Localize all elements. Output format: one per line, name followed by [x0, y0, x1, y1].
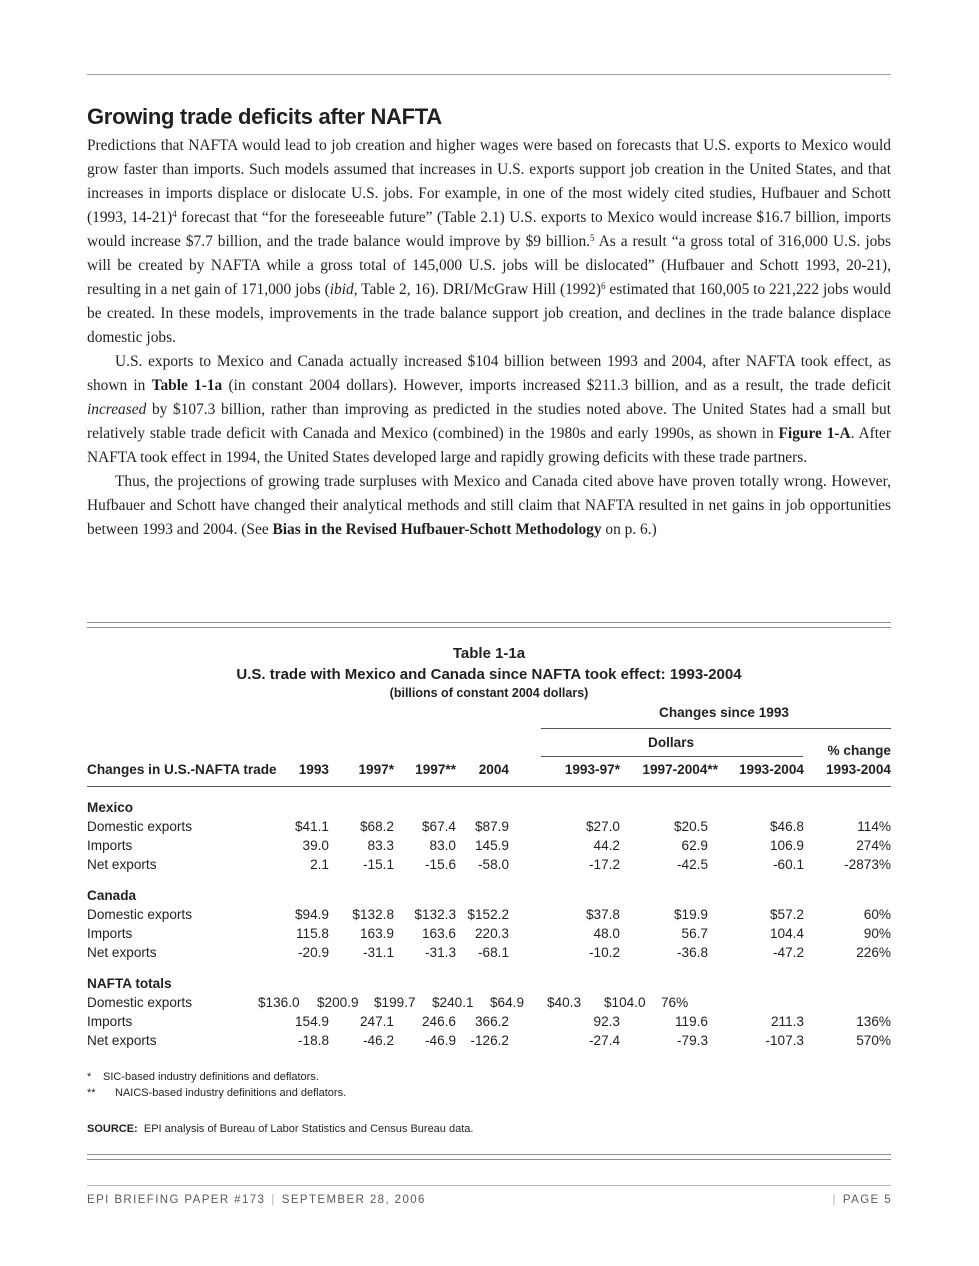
column-header-row [87, 762, 891, 781]
publication-date: SEPTEMBER 28, 2006 [281, 1194, 426, 1206]
dollars-header: Dollars [648, 735, 695, 750]
table-source: SOURCE: EPI analysis of Bureau of Labor Statistics and Census Bureau data. [87, 1123, 474, 1135]
column-header: 1997-2004** [642, 762, 718, 777]
table-row: Domestic exports $41.1 $68.2 $67.4 $87.9 $27.0 $20.5 $46.8 114% [87, 819, 891, 834]
section-heading: Canada [87, 888, 137, 903]
group-header-rule [541, 728, 891, 729]
table-row: Net exports 2.1 -15.1 -15.6 -58.0 -17.2 -42.5 -60.1 -2873% [87, 857, 891, 872]
paragraph-3: Thus, the projections of growing trade surpluses with Mexico and Canada cited above have proven totally wrong. However, Hufbauer and Schott have changed their analytical methods and still claim that NAFTA resulted in net gains in job opportunities between 1993 and 2004. (See Bias in the Revised Hufbauer-Schott Methodology on p. 6.) [87, 473, 891, 538]
paragraph-2: U.S. exports to Mexico and Canada actually increased $104 billion between 1993 and 2004, after NAFTA took effect, as shown in Table 1-1a (in constant 2004 dollars). However, imports increased $211.3 billion, and as a result, the trade deficit increased by $107.3 billion, rather than improving as predicted in the studies noted above. The United States had a small but relatively stable trade deficit with Canada and Mexico (combined) in the 1980s and early 1990s, as shown in Figure 1-A. After NAFTA took effect in 1994, the United States developed large and rapidly growing deficits with these trade partners. [87, 353, 891, 466]
footer-left [87, 1194, 426, 1206]
column-header: 1993 [298, 762, 329, 777]
table-row: Imports 154.9 247.1 246.6 366.2 92.3 119.6 211.3 136% [87, 1014, 891, 1029]
footnote-ref[interactable]: 5 [590, 233, 595, 243]
column-header: Changes in U.S.-NAFTA trade [87, 762, 277, 777]
table-note: * SIC-based industry definitions and deflators. [87, 1071, 319, 1083]
table-row: Imports 39.0 83.3 83.0 145.9 44.2 62.9 106.9 274% [87, 838, 891, 853]
table-row: Domestic exports $136.0 $200.9 $199.7 $240.1 $64.9 $40.3 $104.0 76% [87, 995, 689, 1010]
table-row: Net exports -18.8 -46.2 -46.9 -126.2 -27.4 -79.3 -107.3 570% [87, 1033, 891, 1048]
body-text [87, 134, 891, 542]
pct-header: % change [827, 743, 891, 758]
top-rule [87, 74, 891, 75]
column-header: 1997** [415, 762, 456, 777]
footnote-ref[interactable]: 4 [172, 209, 177, 219]
table-row: Domestic exports $94.9 $132.8 $132.3 $152.2 $37.8 $19.9 $57.2 60% [87, 907, 891, 922]
table-reference: Table 1-1a [151, 377, 223, 394]
header-rule [87, 786, 891, 787]
section-heading: Mexico [87, 800, 134, 815]
column-header: 1993-97* [564, 762, 620, 777]
table-title: U.S. trade with Mexico and Canada since NAFTA took effect: 1993-2004 [236, 666, 742, 683]
publication-name: EPI BRIEFING PAPER #173 [87, 1194, 266, 1206]
group-header: Changes since 1993 [659, 705, 789, 720]
table-row: Imports 115.8 163.9 163.6 220.3 48.0 56.7 104.4 90% [87, 926, 891, 941]
footer-right [827, 1194, 892, 1206]
table-note: ** NAICS-based industry definitions and deflators. [87, 1087, 347, 1099]
table-bottom-rule [87, 1154, 891, 1160]
footer-separator: | [271, 1194, 276, 1206]
column-header: 1993-2004 [738, 762, 804, 777]
table-top-rule [87, 622, 891, 628]
section-heading: NAFTA totals [87, 976, 172, 991]
page-number: PAGE 5 [842, 1194, 892, 1206]
table-label: Table 1-1a [452, 645, 526, 662]
figure-reference: Figure 1-A [778, 425, 851, 442]
dollars-header-rule [541, 756, 803, 757]
footer-separator: | [832, 1194, 837, 1206]
footnote-ref[interactable]: 6 [601, 281, 606, 291]
column-header: 1993-2004 [825, 762, 891, 777]
footer-rule [87, 1185, 891, 1186]
column-header: 2004 [478, 762, 509, 777]
paragraph-1: Predictions that NAFTA would lead to job creation and higher wages were based on forecasts that U.S. exports to Mexico would grow faster than imports. Such models assumed that increases in U.S. exports support job creation in the United States, and that increases in imports displace or dislocate U.S. jobs. For example, in one of the most widely cited studies, Hufbauer and Schott (1993, 14-21)$^4$ forecast that “for the foreseeable future” (Table 2.1) U.S. exports to Mexico would increase $16.7 billion, imports would increase $7.7 billion, and the trade balance would improve by $9 billion.$^5$ As a result “a gross total of 316,000 U.S. jobs will be created by NAFTA while a gross total of 145,000 U.S. jobs will be dislocated” (Hufbauer and Schott 1993, 20-21), resulting in a net gain of 171,000 jobs (ibid, Table 2, 16). DRI/McGraw Hill $(1992)^6$ estimated that 160,005 to 221,222 jobs would be created. In these models, improvements in the trade balance support job creation, and declines in the trade balance displace domestic jobs. [87, 137, 891, 346]
table-subtitle: (billions of constant 2004 dollars) [389, 686, 589, 700]
table-row: Net exports -20.9 -31.1 -31.3 -68.1 -10.2 -36.8 -47.2 226% [87, 945, 891, 960]
section-reference: Bias in the Revised Hufbauer-Schott Methodology [272, 521, 602, 538]
column-header: 1997* [358, 762, 394, 777]
section-title: Growing trade deficits after NAFTA [87, 104, 442, 129]
